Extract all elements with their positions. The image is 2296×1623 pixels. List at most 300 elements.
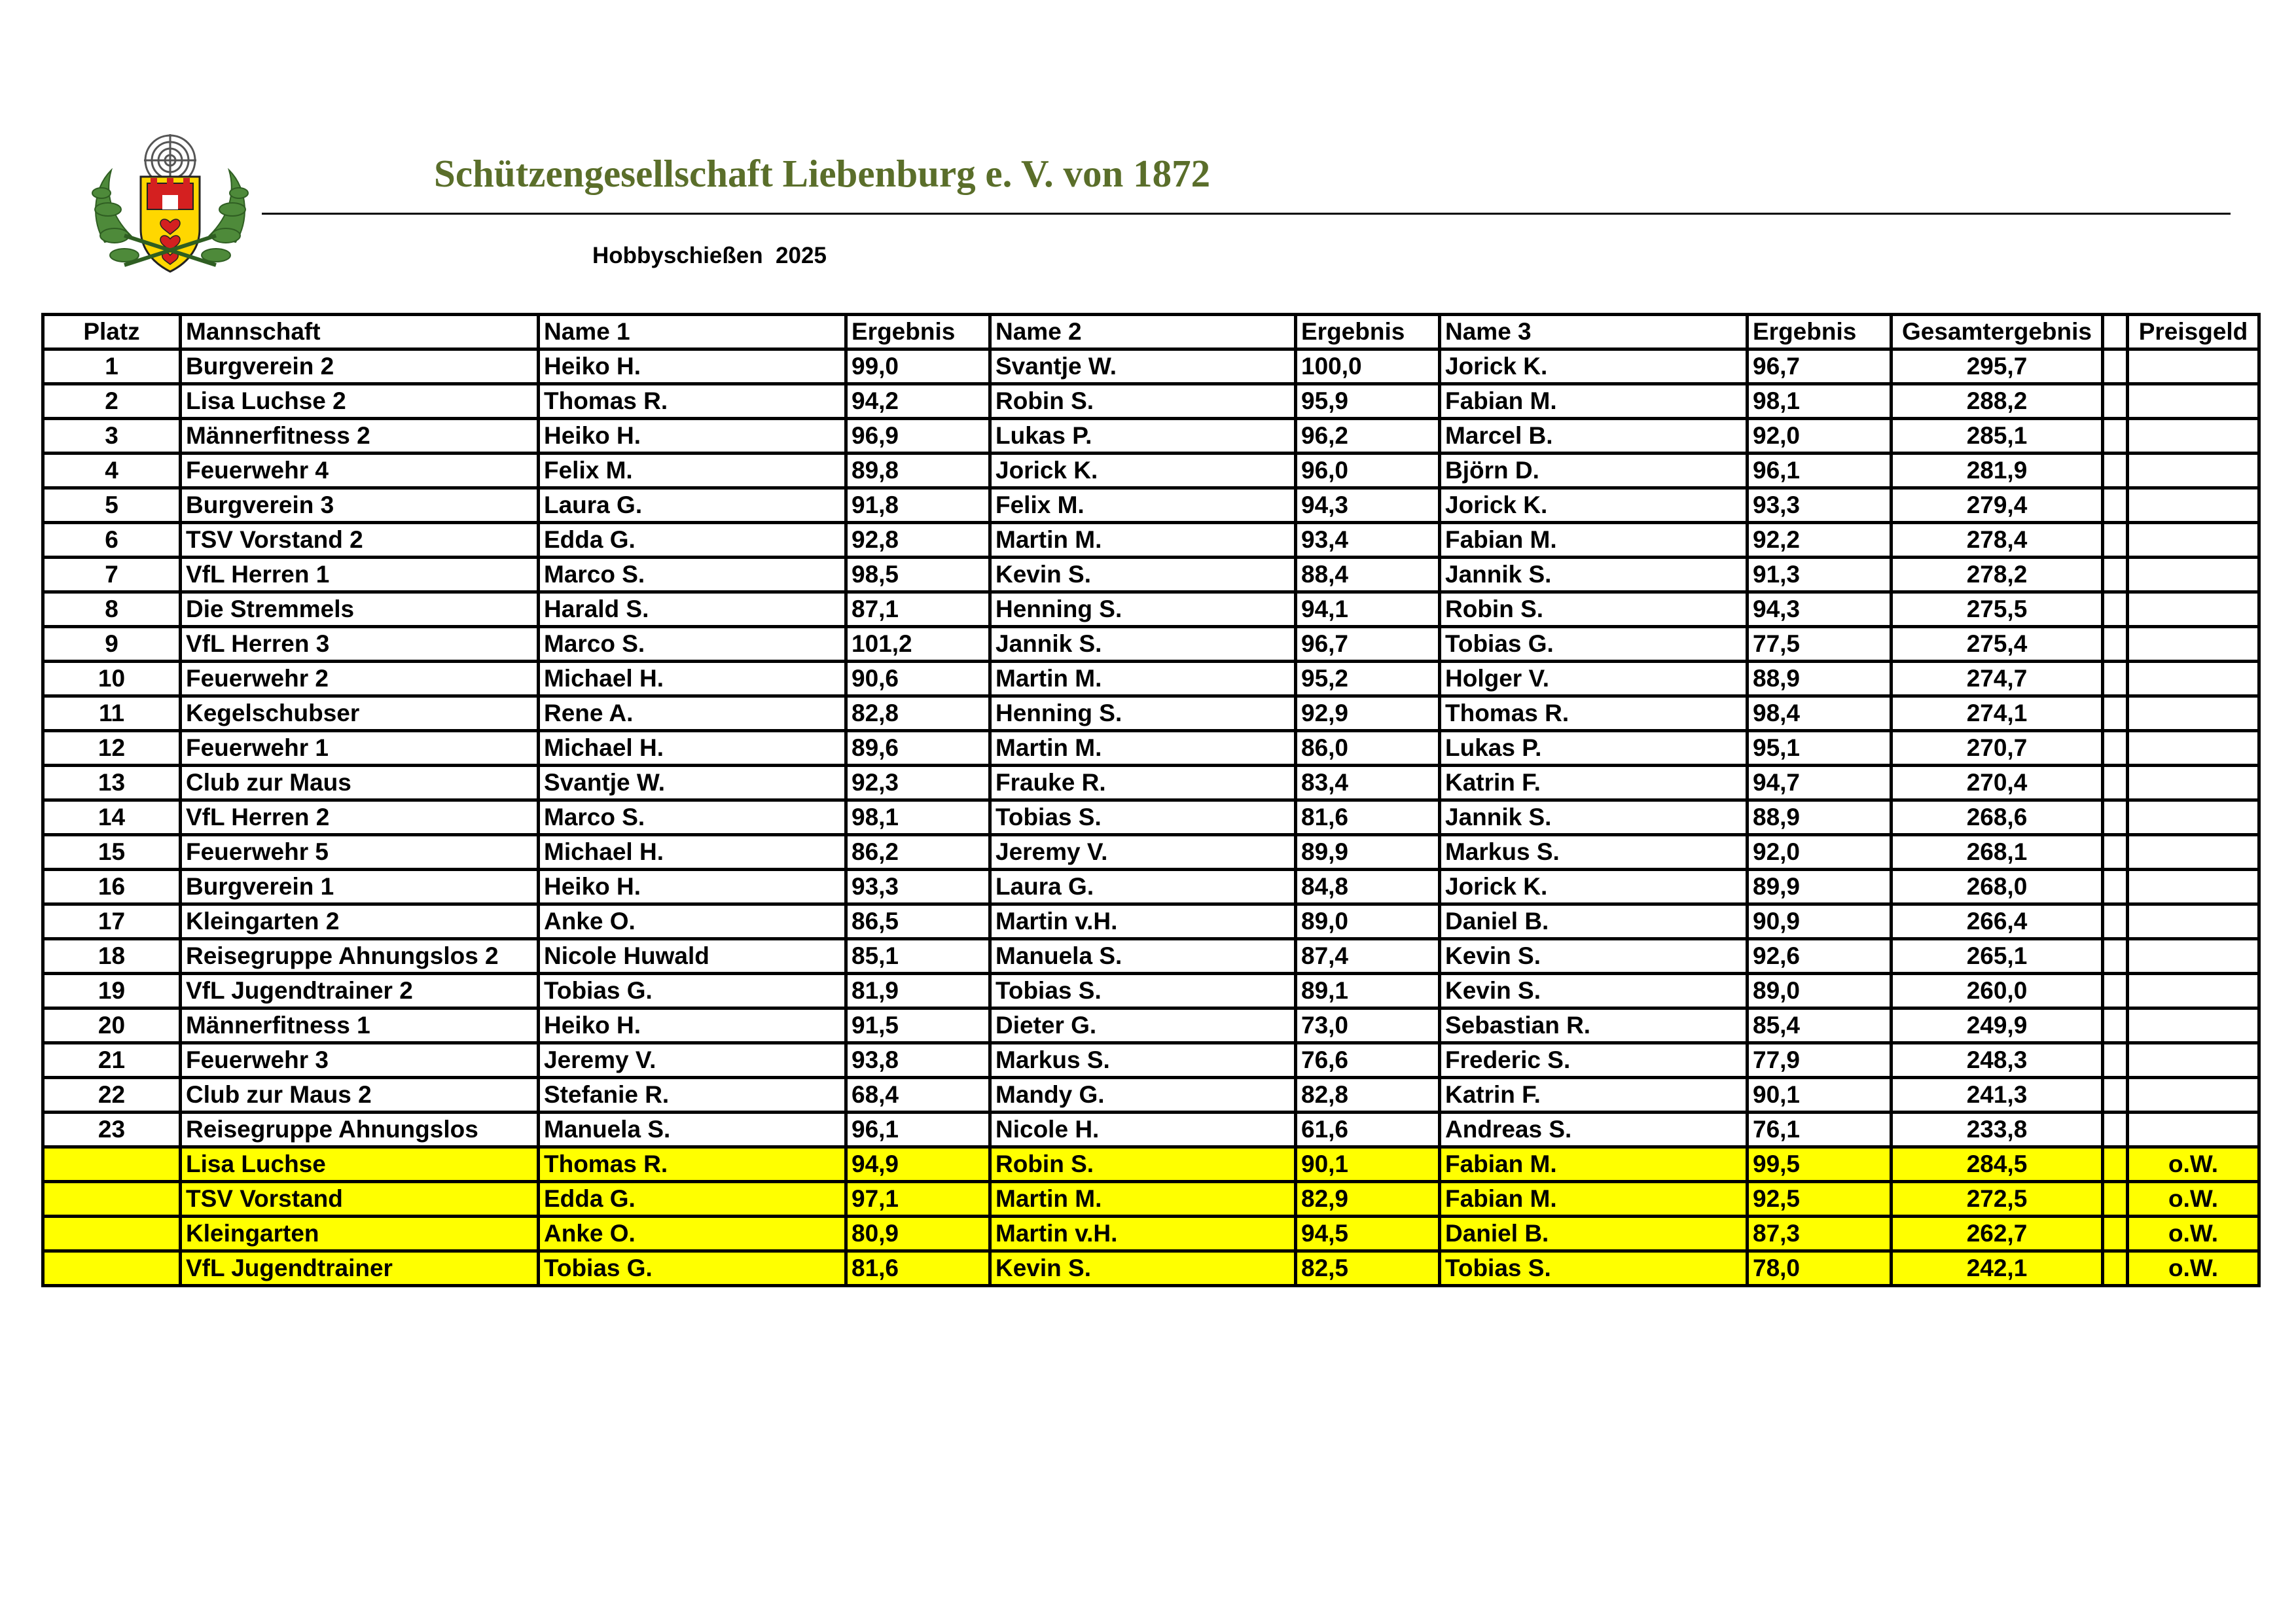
cell-ergebnis1: 92,8 [846, 523, 990, 558]
cell-platz: 19 [43, 974, 181, 1008]
cell-name2: Mandy G. [990, 1078, 1296, 1113]
cell-gesamtergebnis: 278,4 [1892, 523, 2103, 558]
cell-name3: Markus S. [1440, 835, 1748, 870]
cell-mannschaft: Feuerwehr 2 [181, 662, 539, 696]
cell-name1: Michael H. [539, 731, 846, 766]
cell-ergebnis2: 84,8 [1296, 870, 1440, 904]
table-row [43, 1147, 2259, 1182]
cell-name2: Henning S. [990, 592, 1296, 627]
cell-name3: Fabian M. [1440, 384, 1748, 419]
cell-ergebnis2: 87,4 [1296, 939, 1440, 974]
cell-platz: 13 [43, 766, 181, 800]
cell-name3: Katrin F. [1440, 1078, 1748, 1113]
cell-preisgeld [2128, 870, 2259, 904]
cell-gesamtergebnis: 266,4 [1892, 904, 2103, 939]
cell-name3: Jorick K. [1440, 488, 1748, 523]
cell-mannschaft: Lisa Luchse [181, 1147, 539, 1182]
cell-ergebnis1: 98,1 [846, 800, 990, 835]
cell-name2: Henning S. [990, 696, 1296, 731]
cell-name2: Dieter G. [990, 1008, 1296, 1043]
table-row [43, 488, 2259, 523]
title-divider [262, 213, 2231, 215]
cell-name3: Frederic S. [1440, 1043, 1748, 1078]
cell-preisgeld [2128, 766, 2259, 800]
cell-ergebnis1: 86,5 [846, 904, 990, 939]
cell-ergebnis3: 77,5 [1748, 627, 1892, 662]
cell-ergebnis1: 87,1 [846, 592, 990, 627]
cell-ergebnis3: 88,9 [1748, 800, 1892, 835]
cell-ergebnis2: 89,1 [1296, 974, 1440, 1008]
cell-name3: Tobias S. [1440, 1251, 1748, 1286]
cell-name1: Marco S. [539, 627, 846, 662]
cell-gesamtergebnis: 275,5 [1892, 592, 2103, 627]
cell-platz: 1 [43, 349, 181, 384]
cell-spacer [2103, 627, 2128, 662]
header-ergebnis1: Ergebnis [846, 315, 990, 349]
cell-spacer [2103, 419, 2128, 454]
cell-spacer [2103, 662, 2128, 696]
header-ergebnis2: Ergebnis [1296, 315, 1440, 349]
cell-spacer [2103, 488, 2128, 523]
cell-platz: 7 [43, 558, 181, 592]
cell-ergebnis3: 88,9 [1748, 662, 1892, 696]
cell-name2: Jorick K. [990, 454, 1296, 488]
cell-mannschaft: Männerfitness 2 [181, 419, 539, 454]
cell-name2: Frauke R. [990, 766, 1296, 800]
cell-ergebnis1: 98,5 [846, 558, 990, 592]
cell-ergebnis3: 96,7 [1748, 349, 1892, 384]
cell-gesamtergebnis: 270,4 [1892, 766, 2103, 800]
cell-preisgeld [2128, 592, 2259, 627]
header-name2: Name 2 [990, 315, 1296, 349]
table-row [43, 419, 2259, 454]
cell-platz: 23 [43, 1113, 181, 1147]
cell-ergebnis1: 82,8 [846, 696, 990, 731]
cell-preisgeld [2128, 419, 2259, 454]
cell-spacer [2103, 835, 2128, 870]
cell-mannschaft: Burgverein 2 [181, 349, 539, 384]
cell-preisgeld [2128, 662, 2259, 696]
cell-gesamtergebnis: 248,3 [1892, 1043, 2103, 1078]
cell-name3: Jannik S. [1440, 800, 1748, 835]
table-row [43, 1182, 2259, 1217]
table-row [43, 627, 2259, 662]
cell-name3: Daniel B. [1440, 904, 1748, 939]
cell-mannschaft: Reisegruppe Ahnungslos [181, 1113, 539, 1147]
cell-gesamtergebnis: 268,1 [1892, 835, 2103, 870]
cell-gesamtergebnis: 262,7 [1892, 1217, 2103, 1251]
table-row [43, 870, 2259, 904]
cell-preisgeld [2128, 835, 2259, 870]
cell-platz [43, 1251, 181, 1286]
cell-gesamtergebnis: 268,0 [1892, 870, 2103, 904]
cell-ergebnis1: 90,6 [846, 662, 990, 696]
table-row [43, 384, 2259, 419]
cell-platz: 20 [43, 1008, 181, 1043]
cell-ergebnis2: 73,0 [1296, 1008, 1440, 1043]
cell-ergebnis2: 82,5 [1296, 1251, 1440, 1286]
cell-ergebnis3: 90,9 [1748, 904, 1892, 939]
cell-name3: Jannik S. [1440, 558, 1748, 592]
cell-mannschaft: Club zur Maus [181, 766, 539, 800]
cell-name2: Robin S. [990, 384, 1296, 419]
cell-mannschaft: Kegelschubser [181, 696, 539, 731]
cell-platz: 2 [43, 384, 181, 419]
cell-spacer [2103, 592, 2128, 627]
cell-name2: Martin v.H. [990, 1217, 1296, 1251]
cell-name1: Tobias G. [539, 974, 846, 1008]
table-row [43, 766, 2259, 800]
cell-name1: Marco S. [539, 558, 846, 592]
cell-name2: Martin M. [990, 662, 1296, 696]
cell-name1: Anke O. [539, 904, 846, 939]
cell-ergebnis3: 91,3 [1748, 558, 1892, 592]
cell-name1: Nicole Huwald [539, 939, 846, 974]
cell-platz: 14 [43, 800, 181, 835]
cell-preisgeld [2128, 1078, 2259, 1113]
cell-mannschaft: Feuerwehr 5 [181, 835, 539, 870]
cell-name2: Jeremy V. [990, 835, 1296, 870]
cell-platz: 8 [43, 592, 181, 627]
cell-ergebnis1: 85,1 [846, 939, 990, 974]
cell-preisgeld [2128, 627, 2259, 662]
cell-platz: 21 [43, 1043, 181, 1078]
cell-ergebnis3: 98,1 [1748, 384, 1892, 419]
cell-name1: Jeremy V. [539, 1043, 846, 1078]
cell-ergebnis2: 88,4 [1296, 558, 1440, 592]
table-row [43, 904, 2259, 939]
cell-spacer [2103, 1078, 2128, 1113]
cell-ergebnis2: 89,9 [1296, 835, 1440, 870]
cell-preisgeld [2128, 731, 2259, 766]
cell-ergebnis3: 89,9 [1748, 870, 1892, 904]
cell-name1: Stefanie R. [539, 1078, 846, 1113]
cell-name1: Manuela S. [539, 1113, 846, 1147]
cell-spacer [2103, 1182, 2128, 1217]
header-mannschaft: Mannschaft [181, 315, 539, 349]
cell-name2: Robin S. [990, 1147, 1296, 1182]
cell-preisgeld: o.W. [2128, 1217, 2259, 1251]
cell-gesamtergebnis: 274,7 [1892, 662, 2103, 696]
cell-gesamtergebnis: 265,1 [1892, 939, 2103, 974]
cell-mannschaft: VfL Herren 1 [181, 558, 539, 592]
cell-name1: Michael H. [539, 835, 846, 870]
cell-mannschaft: Lisa Luchse 2 [181, 384, 539, 419]
cell-ergebnis2: 95,9 [1296, 384, 1440, 419]
cell-ergebnis1: 99,0 [846, 349, 990, 384]
cell-name2: Martin M. [990, 1182, 1296, 1217]
cell-preisgeld [2128, 384, 2259, 419]
cell-preisgeld: o.W. [2128, 1251, 2259, 1286]
cell-name1: Heiko H. [539, 349, 846, 384]
cell-name1: Thomas R. [539, 1147, 846, 1182]
table-row [43, 939, 2259, 974]
cell-ergebnis1: 89,8 [846, 454, 990, 488]
cell-spacer [2103, 800, 2128, 835]
cell-name3: Fabian M. [1440, 523, 1748, 558]
header-spacer [2103, 315, 2128, 349]
cell-name2: Lukas P. [990, 419, 1296, 454]
cell-ergebnis3: 94,3 [1748, 592, 1892, 627]
cell-mannschaft: Club zur Maus 2 [181, 1078, 539, 1113]
cell-gesamtergebnis: 281,9 [1892, 454, 2103, 488]
cell-preisgeld [2128, 454, 2259, 488]
cell-ergebnis1: 94,2 [846, 384, 990, 419]
table-row [43, 1217, 2259, 1251]
cell-name1: Thomas R. [539, 384, 846, 419]
cell-ergebnis3: 98,4 [1748, 696, 1892, 731]
cell-mannschaft: Feuerwehr 3 [181, 1043, 539, 1078]
cell-name3: Fabian M. [1440, 1182, 1748, 1217]
cell-platz: 12 [43, 731, 181, 766]
table-row [43, 1113, 2259, 1147]
cell-ergebnis2: 94,3 [1296, 488, 1440, 523]
cell-name3: Katrin F. [1440, 766, 1748, 800]
cell-mannschaft: Feuerwehr 1 [181, 731, 539, 766]
cell-ergebnis3: 85,4 [1748, 1008, 1892, 1043]
header-name3: Name 3 [1440, 315, 1748, 349]
cell-preisgeld [2128, 1008, 2259, 1043]
cell-ergebnis3: 92,2 [1748, 523, 1892, 558]
table-row [43, 835, 2259, 870]
cell-preisgeld: o.W. [2128, 1147, 2259, 1182]
cell-gesamtergebnis: 278,2 [1892, 558, 2103, 592]
cell-preisgeld [2128, 904, 2259, 939]
cell-platz: 4 [43, 454, 181, 488]
cell-gesamtergebnis: 268,6 [1892, 800, 2103, 835]
cell-spacer [2103, 558, 2128, 592]
cell-preisgeld [2128, 349, 2259, 384]
cell-ergebnis1: 91,5 [846, 1008, 990, 1043]
cell-name1: Edda G. [539, 1182, 846, 1217]
cell-platz: 5 [43, 488, 181, 523]
cell-preisgeld: o.W. [2128, 1182, 2259, 1217]
table-row [43, 523, 2259, 558]
cell-ergebnis2: 86,0 [1296, 731, 1440, 766]
cell-ergebnis1: 80,9 [846, 1217, 990, 1251]
cell-name1: Svantje W. [539, 766, 846, 800]
cell-ergebnis1: 86,2 [846, 835, 990, 870]
cell-spacer [2103, 1147, 2128, 1182]
header-platz: Platz [43, 315, 181, 349]
cell-name2: Martin M. [990, 523, 1296, 558]
cell-ergebnis1: 97,1 [846, 1182, 990, 1217]
header-name1: Name 1 [539, 315, 846, 349]
cell-name2: Martin M. [990, 731, 1296, 766]
cell-ergebnis1: 81,6 [846, 1251, 990, 1286]
cell-platz: 16 [43, 870, 181, 904]
cell-name2: Kevin S. [990, 1251, 1296, 1286]
cell-ergebnis2: 93,4 [1296, 523, 1440, 558]
table-row [43, 349, 2259, 384]
cell-ergebnis3: 94,7 [1748, 766, 1892, 800]
cell-mannschaft: VfL Herren 3 [181, 627, 539, 662]
table-row [43, 454, 2259, 488]
cell-name1: Harald S. [539, 592, 846, 627]
cell-ergebnis1: 94,9 [846, 1147, 990, 1182]
cell-name2: Tobias S. [990, 800, 1296, 835]
results-table [41, 313, 2261, 1287]
cell-preisgeld [2128, 696, 2259, 731]
cell-preisgeld [2128, 1043, 2259, 1078]
cell-spacer [2103, 1043, 2128, 1078]
cell-gesamtergebnis: 241,3 [1892, 1078, 2103, 1113]
table-row [43, 1251, 2259, 1286]
cell-name2: Jannik S. [990, 627, 1296, 662]
cell-ergebnis1: 93,3 [846, 870, 990, 904]
cell-platz [43, 1182, 181, 1217]
cell-ergebnis3: 99,5 [1748, 1147, 1892, 1182]
cell-ergebnis2: 96,2 [1296, 419, 1440, 454]
cell-mannschaft: TSV Vorstand 2 [181, 523, 539, 558]
cell-gesamtergebnis: 249,9 [1892, 1008, 2103, 1043]
cell-name1: Heiko H. [539, 1008, 846, 1043]
cell-gesamtergebnis: 260,0 [1892, 974, 2103, 1008]
cell-ergebnis3: 87,3 [1748, 1217, 1892, 1251]
cell-name3: Daniel B. [1440, 1217, 1748, 1251]
cell-ergebnis1: 89,6 [846, 731, 990, 766]
table-row [43, 800, 2259, 835]
cell-name3: Sebastian R. [1440, 1008, 1748, 1043]
cell-mannschaft: VfL Jugendtrainer [181, 1251, 539, 1286]
cell-ergebnis3: 92,0 [1748, 835, 1892, 870]
cell-spacer [2103, 454, 2128, 488]
cell-platz: 10 [43, 662, 181, 696]
cell-ergebnis1: 68,4 [846, 1078, 990, 1113]
cell-mannschaft: Feuerwehr 4 [181, 454, 539, 488]
cell-ergebnis3: 96,1 [1748, 454, 1892, 488]
cell-ergebnis3: 93,3 [1748, 488, 1892, 523]
cell-ergebnis1: 81,9 [846, 974, 990, 1008]
club-crest-icon [85, 131, 255, 278]
header-gesamtergebnis: Gesamtergebnis [1892, 315, 2103, 349]
cell-name2: Markus S. [990, 1043, 1296, 1078]
cell-preisgeld [2128, 1113, 2259, 1147]
table-row [43, 662, 2259, 696]
cell-name1: Michael H. [539, 662, 846, 696]
cell-name1: Laura G. [539, 488, 846, 523]
cell-name1: Edda G. [539, 523, 846, 558]
cell-name3: Jorick K. [1440, 870, 1748, 904]
cell-spacer [2103, 1008, 2128, 1043]
cell-spacer [2103, 523, 2128, 558]
cell-name1: Anke O. [539, 1217, 846, 1251]
cell-ergebnis2: 96,7 [1296, 627, 1440, 662]
cell-name2: Laura G. [990, 870, 1296, 904]
cell-spacer [2103, 731, 2128, 766]
cell-spacer [2103, 1251, 2128, 1286]
cell-mannschaft: Burgverein 1 [181, 870, 539, 904]
cell-name1: Heiko H. [539, 419, 846, 454]
cell-name1: Heiko H. [539, 870, 846, 904]
cell-name3: Robin S. [1440, 592, 1748, 627]
cell-platz [43, 1217, 181, 1251]
cell-spacer [2103, 974, 2128, 1008]
cell-ergebnis1: 92,3 [846, 766, 990, 800]
cell-name3: Thomas R. [1440, 696, 1748, 731]
table-row [43, 592, 2259, 627]
cell-name3: Lukas P. [1440, 731, 1748, 766]
table-row [43, 696, 2259, 731]
cell-preisgeld [2128, 800, 2259, 835]
cell-name3: Andreas S. [1440, 1113, 1748, 1147]
cell-ergebnis2: 82,8 [1296, 1078, 1440, 1113]
cell-platz: 3 [43, 419, 181, 454]
cell-name2: Tobias S. [990, 974, 1296, 1008]
cell-platz: 9 [43, 627, 181, 662]
cell-mannschaft: TSV Vorstand [181, 1182, 539, 1217]
cell-preisgeld [2128, 974, 2259, 1008]
cell-gesamtergebnis: 233,8 [1892, 1113, 2103, 1147]
cell-name1: Tobias G. [539, 1251, 846, 1286]
cell-name1: Marco S. [539, 800, 846, 835]
cell-ergebnis2: 100,0 [1296, 349, 1440, 384]
cell-name3: Holger V. [1440, 662, 1748, 696]
cell-ergebnis3: 77,9 [1748, 1043, 1892, 1078]
cell-ergebnis3: 76,1 [1748, 1113, 1892, 1147]
cell-name3: Tobias G. [1440, 627, 1748, 662]
cell-spacer [2103, 349, 2128, 384]
cell-name2: Felix M. [990, 488, 1296, 523]
page-title: Schützengesellschaft Liebenburg e. V. von 1872 [434, 152, 1211, 195]
cell-name3: Björn D. [1440, 454, 1748, 488]
cell-name2: Nicole H. [990, 1113, 1296, 1147]
page-subtitle: Hobbyschießen 2025 [592, 243, 827, 268]
cell-name3: Jorick K. [1440, 349, 1748, 384]
cell-ergebnis3: 95,1 [1748, 731, 1892, 766]
cell-spacer [2103, 870, 2128, 904]
cell-mannschaft: Reisegruppe Ahnungslos 2 [181, 939, 539, 974]
cell-spacer [2103, 696, 2128, 731]
cell-ergebnis3: 92,0 [1748, 419, 1892, 454]
cell-ergebnis3: 90,1 [1748, 1078, 1892, 1113]
cell-preisgeld [2128, 488, 2259, 523]
cell-gesamtergebnis: 295,7 [1892, 349, 2103, 384]
cell-ergebnis3: 78,0 [1748, 1251, 1892, 1286]
cell-platz: 11 [43, 696, 181, 731]
cell-name3: Kevin S. [1440, 974, 1748, 1008]
cell-ergebnis2: 94,1 [1296, 592, 1440, 627]
cell-name2: Kevin S. [990, 558, 1296, 592]
table-row [43, 1043, 2259, 1078]
table-header-row [43, 315, 2259, 349]
cell-ergebnis2: 90,1 [1296, 1147, 1440, 1182]
table-row [43, 558, 2259, 592]
cell-mannschaft: VfL Herren 2 [181, 800, 539, 835]
cell-spacer [2103, 1113, 2128, 1147]
header-ergebnis3: Ergebnis [1748, 315, 1892, 349]
cell-mannschaft: Männerfitness 1 [181, 1008, 539, 1043]
cell-mannschaft: VfL Jugendtrainer 2 [181, 974, 539, 1008]
cell-name2: Martin v.H. [990, 904, 1296, 939]
cell-ergebnis2: 83,4 [1296, 766, 1440, 800]
cell-gesamtergebnis: 288,2 [1892, 384, 2103, 419]
cell-ergebnis3: 89,0 [1748, 974, 1892, 1008]
cell-preisgeld [2128, 939, 2259, 974]
cell-gesamtergebnis: 285,1 [1892, 419, 2103, 454]
cell-platz: 17 [43, 904, 181, 939]
cell-gesamtergebnis: 270,7 [1892, 731, 2103, 766]
cell-name2: Svantje W. [990, 349, 1296, 384]
cell-gesamtergebnis: 284,5 [1892, 1147, 2103, 1182]
cell-ergebnis1: 96,1 [846, 1113, 990, 1147]
cell-ergebnis2: 92,9 [1296, 696, 1440, 731]
cell-name1: Rene A. [539, 696, 846, 731]
cell-platz: 22 [43, 1078, 181, 1113]
cell-mannschaft: Die Stremmels [181, 592, 539, 627]
cell-mannschaft: Kleingarten 2 [181, 904, 539, 939]
cell-mannschaft: Burgverein 3 [181, 488, 539, 523]
